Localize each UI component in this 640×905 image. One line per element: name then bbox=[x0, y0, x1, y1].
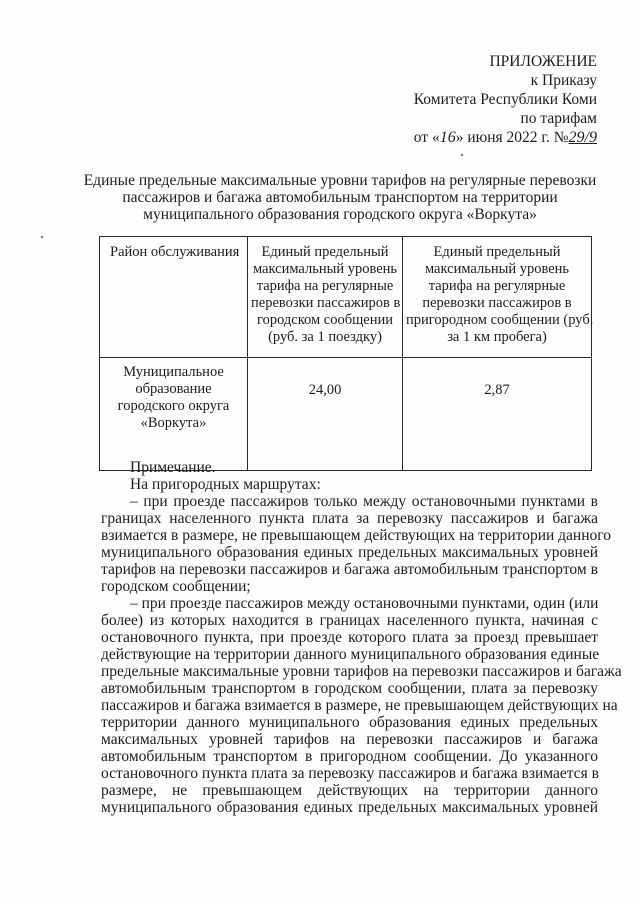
note-line: предельные максимальные уровни тарифов на перевозки пассажиров и багажа bbox=[101, 663, 622, 680]
note-line: размере, не превышающем действующих на территории данного bbox=[101, 782, 598, 799]
note-line: муниципального образования единых предельных максимальных уровней bbox=[101, 544, 598, 561]
note-line: более) из которых находится в границах населенного пункта, начиная с bbox=[101, 612, 598, 629]
cell-area bbox=[100, 358, 248, 471]
appendix-tariffs: по тарифам bbox=[520, 110, 597, 127]
cell-text-line: городском сообщении bbox=[256, 312, 393, 328]
cell-text-line: максимальный уровень bbox=[424, 261, 570, 277]
cell-city-value: 24,00 bbox=[248, 358, 403, 471]
appendix-date-line bbox=[414, 128, 597, 147]
cell-text-line: за 1 км пробега) bbox=[447, 329, 547, 345]
order-number-handwritten: 29/9 bbox=[568, 129, 597, 146]
cell-text-line: тарифа на регулярные bbox=[428, 278, 566, 294]
appendix-order-ref: к Приказу bbox=[530, 72, 597, 89]
date-prefix: от « bbox=[413, 129, 440, 146]
date-suffix: » июня 2022 г. № bbox=[455, 129, 569, 146]
header-area bbox=[100, 237, 248, 358]
cell-text-line: максимальный уровень bbox=[252, 261, 398, 277]
scan-speck bbox=[461, 154, 463, 156]
tariff-table bbox=[99, 236, 592, 471]
cell-text-line: городского округа bbox=[117, 398, 230, 414]
cell-text-line: Единый предельный bbox=[261, 244, 389, 260]
note-line: действующие на территории данного муниципального образования единые bbox=[101, 646, 600, 663]
note-line: остановочного пункта плата за перевозку пассажиров и багажа взимается в bbox=[101, 765, 599, 782]
cell-text-line: Муниципальное bbox=[123, 364, 224, 380]
note-line: муниципального образования единых предельных максимальных уровней bbox=[101, 799, 598, 816]
notes-subheading: На пригородных маршрутах: bbox=[130, 476, 321, 493]
header-city-tariff bbox=[248, 237, 403, 358]
document-title bbox=[60, 172, 620, 223]
note-line: максимальных уровней тарифов на перевозки пассажиров и багажа bbox=[101, 731, 598, 748]
notes-heading: Примечание. bbox=[130, 459, 216, 476]
cell-text-line: (руб. за 1 поездку) bbox=[268, 329, 382, 345]
note-line: – при проезде пассажиров только между остановочными пунктами в bbox=[130, 493, 598, 510]
header-suburban-tariff bbox=[403, 237, 592, 358]
cell-text-line: тарифа на регулярные bbox=[256, 278, 394, 294]
cell-text-line: Район обслуживания bbox=[110, 244, 240, 260]
cell-text-line: образование bbox=[135, 381, 212, 397]
cell-text-line: «Воркута» bbox=[140, 415, 207, 431]
appendix-block bbox=[414, 52, 597, 147]
note-line: городском сообщении; bbox=[101, 578, 251, 595]
title-line: Единые предельные максимальные уровни тарифов на регулярные перевозки bbox=[83, 172, 597, 189]
table-header-row bbox=[100, 237, 592, 358]
cell-text-line: перевозки пассажиров в bbox=[251, 295, 401, 311]
note-line: автомобильным транспортом в пригородном сообщении. До указанного bbox=[101, 748, 598, 765]
note-line: – при проезде пассажиров между остановочными пунктами, один (или bbox=[130, 595, 599, 612]
note-line: остановочного пункта, при проезде которого плата за проезд превышает bbox=[101, 629, 598, 646]
cell-suburban-value: 2,87 bbox=[403, 358, 592, 471]
note-line: границах населенного пункта плата за перевозку пассажиров и багажа bbox=[101, 510, 598, 527]
table-row bbox=[100, 358, 592, 471]
note-line: тарифов на перевозки пассажиров и багажа автомобильным транспортом в bbox=[101, 561, 598, 578]
appendix-title: ПРИЛОЖЕНИЕ bbox=[489, 53, 597, 70]
note-line: автомобильным транспортом в городском сообщении, плата за перевозку bbox=[101, 680, 598, 697]
note-line: территории данного муниципального образования единых предельных bbox=[101, 714, 598, 731]
date-day-handwritten: 16 bbox=[439, 129, 456, 146]
appendix-committee: Комитета Республики Коми bbox=[413, 91, 597, 108]
cell-text-line: Единый предельный bbox=[433, 244, 561, 260]
scan-speck bbox=[41, 236, 43, 238]
title-line: муниципального образования городского округа «Воркута» bbox=[143, 206, 537, 223]
cell-text-line: пригородном сообщении (руб. bbox=[406, 312, 594, 328]
note-line: взимается в размере, не превышающем действующих на территории данного bbox=[101, 527, 611, 544]
note-line: пассажиров и багажа взимается в размере, не превышающем действующих на bbox=[101, 697, 618, 714]
cell-text-line: перевозки пассажиров в bbox=[422, 295, 572, 311]
title-line: пассажиров и багажа автомобильным транспортом на территории bbox=[122, 189, 558, 206]
